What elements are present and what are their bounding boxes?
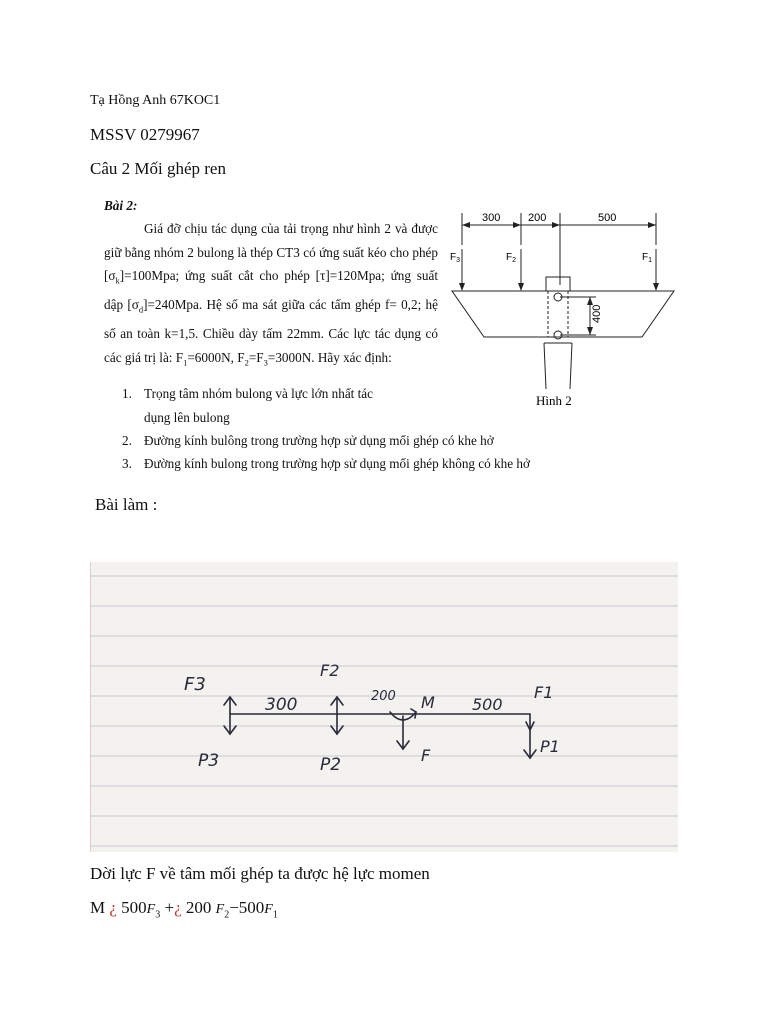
formula-t2: 200 xyxy=(181,898,216,917)
solution-heading: Bài làm : xyxy=(95,495,158,514)
bracket-figure xyxy=(448,205,678,415)
problem-title: Bài 2: xyxy=(104,198,138,213)
sketch-label-p3: P3 xyxy=(198,751,220,771)
formula-lhs: M xyxy=(90,898,106,917)
student-id-line: MSSV 0279967 xyxy=(90,125,200,144)
sketch-label-p1: P1 xyxy=(540,737,560,756)
dim-200: 200 xyxy=(528,212,547,224)
problem-paragraph: Giá đỡ chịu tác dụng của tải trọng như hình 2 và được giữ bằng nhóm 2 bulong là thép CT3 có ứng suất kéo cho phép $[\sigma_k]=100Mpa$; ứng suất cắt cho phép [τ]=120Mpa; ứng suất dập $[\sigma_d]=240Mpa$. Hệ số ma sát giữa các tấm ghép f= 0,2; hệ số an toàn k=1,5. Chiều dày tấm 22mm. Các lực tác dụng có các giá trị là: $F_1=6000N$, $F_2=F_3=3000N$. Hãy xác định: xyxy=(104,221,438,368)
sketch-label-p2: P2 xyxy=(320,755,342,775)
moment-formula xyxy=(90,898,278,920)
force-f2: $F_2$ xyxy=(506,252,517,264)
force-f3: $F_3$ xyxy=(450,252,461,264)
sketch-label-500: 500 xyxy=(472,695,503,714)
formula-v2: F xyxy=(215,902,225,917)
sketch-label-f: F xyxy=(421,746,431,765)
formula-plus: + xyxy=(160,898,175,917)
question-title: Câu 2 Mối ghép ren xyxy=(90,159,226,178)
problem-item-1-cont: dụng lên bulong xyxy=(144,410,230,425)
problem-item-1: 1. Trọng tâm nhóm bulong và lực lớn nhất tác xyxy=(122,386,374,401)
formula-q1: ¿ xyxy=(109,898,117,917)
formula-s2: 2 xyxy=(224,909,230,921)
formula-v3: F xyxy=(264,902,273,917)
force-f1: $F_1$ xyxy=(642,252,653,264)
sketch-label-f3: F3 xyxy=(184,674,206,695)
sketch-label-f2: F2 xyxy=(320,661,340,680)
dim-500: 500 xyxy=(598,212,617,224)
formula-minus: −500 xyxy=(229,898,265,917)
author-line: Tạ Hồng Anh 67KOC1 xyxy=(90,93,221,108)
handwritten-sketch-photo xyxy=(90,562,678,852)
formula-s3: 1 xyxy=(272,909,278,921)
formula-t1: 500 xyxy=(116,898,147,917)
formula-q2: ¿ xyxy=(174,898,182,917)
sketch-label-f1: F1 xyxy=(534,683,554,702)
problem-item-3: 3. Đường kính bulong trong trường hợp sử dụng mối ghép không có khe hở xyxy=(122,456,530,471)
problem-item-2: 2. Đường kính bulông trong trường hợp sử dụng mối ghép có khe hở xyxy=(122,433,494,448)
formula-v1: F xyxy=(146,902,156,917)
move-force-text: Dời lực F về tâm mối ghép ta được hệ lực momen xyxy=(90,864,430,883)
figure-caption: Hình 2 xyxy=(536,393,572,408)
formula-s1: 3 xyxy=(155,909,161,921)
sketch-label-300: 300 xyxy=(265,695,298,715)
dim-400: 400 xyxy=(591,304,603,323)
dim-300: 300 xyxy=(482,212,501,224)
sketch-label-200: 200 xyxy=(371,689,396,704)
sketch-label-m: M xyxy=(421,693,435,712)
